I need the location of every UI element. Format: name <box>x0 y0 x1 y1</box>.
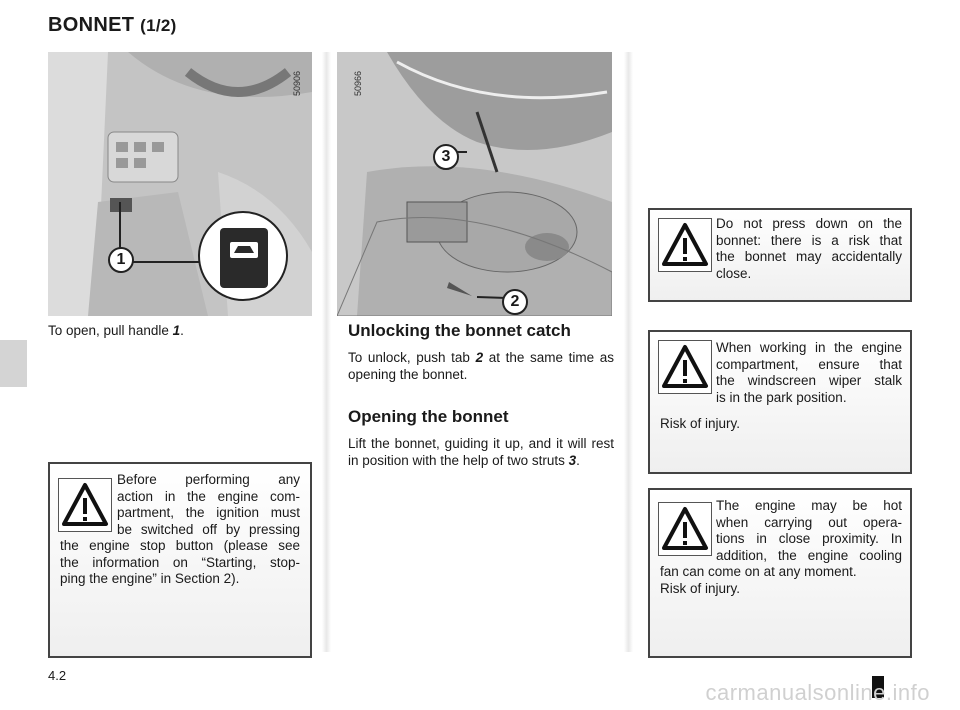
dashboard-photo <box>48 52 312 316</box>
callout-3: 3 <box>433 144 459 170</box>
page-title-part: (1/2) <box>140 16 177 35</box>
car-bonnet-icon <box>232 234 260 246</box>
callout-1: 1 <box>108 247 134 273</box>
engine-bay-photo <box>337 52 612 316</box>
warning-risk-text: Risk of injury. <box>660 416 741 431</box>
figure-code: 50966 <box>353 70 363 96</box>
warning-text-indented: Before performing any action in the engine com- partment, the ignition must be switched off by pressing <box>117 472 300 537</box>
figure-code: 50906 <box>292 70 302 96</box>
warning-text-full: fan can come on at any moment. Risk of injury. <box>660 564 857 596</box>
warning-box-ignition <box>48 462 312 658</box>
paragraph-opening: Lift the bonnet, guiding it up, and it will rest in position with the help of two struts 3. <box>348 436 614 468</box>
warning-text: Do not press down on the bonnet: there is a risk that the bonnet may accidentally close. <box>716 216 902 281</box>
warning-text: When working in the engine compartment, ensure that the windscreen wiper stalk is in the park position. <box>716 340 902 405</box>
watermark: carmanualsonline.info <box>705 680 930 705</box>
warning-text-indented: The engine may be hot when carrying out opera- tions in close proximity. In addition, the engine cooling <box>716 498 902 563</box>
heading-unlocking: Unlocking the bonnet catch <box>348 321 571 340</box>
warning-triangle-icon <box>658 502 712 556</box>
warning-triangle-icon <box>58 478 112 532</box>
heading-opening: Opening the bonnet <box>348 407 509 426</box>
paragraph-unlocking: To unlock, push tab 2 at the same time as opening the bonnet. <box>348 350 614 382</box>
page-number: 4.2 <box>48 668 67 683</box>
warning-text-full: the engine stop button (please see the information on “Starting, stop- ping the engine” in Section 2). <box>60 538 300 586</box>
column-divider <box>322 52 331 652</box>
callout-2: 2 <box>502 289 528 315</box>
section-tab <box>0 340 27 387</box>
caption-open-handle: To open, pull handle 1. <box>48 323 184 338</box>
warning-triangle-icon <box>658 218 712 272</box>
warning-box-wiper <box>648 330 912 474</box>
warning-triangle-icon <box>658 340 712 394</box>
warning-box-press-bonnet <box>648 208 912 302</box>
page-title-text: BONNET <box>48 14 135 36</box>
page-title <box>48 14 177 37</box>
column-divider <box>624 52 633 652</box>
warning-box-hot-engine <box>648 488 912 658</box>
